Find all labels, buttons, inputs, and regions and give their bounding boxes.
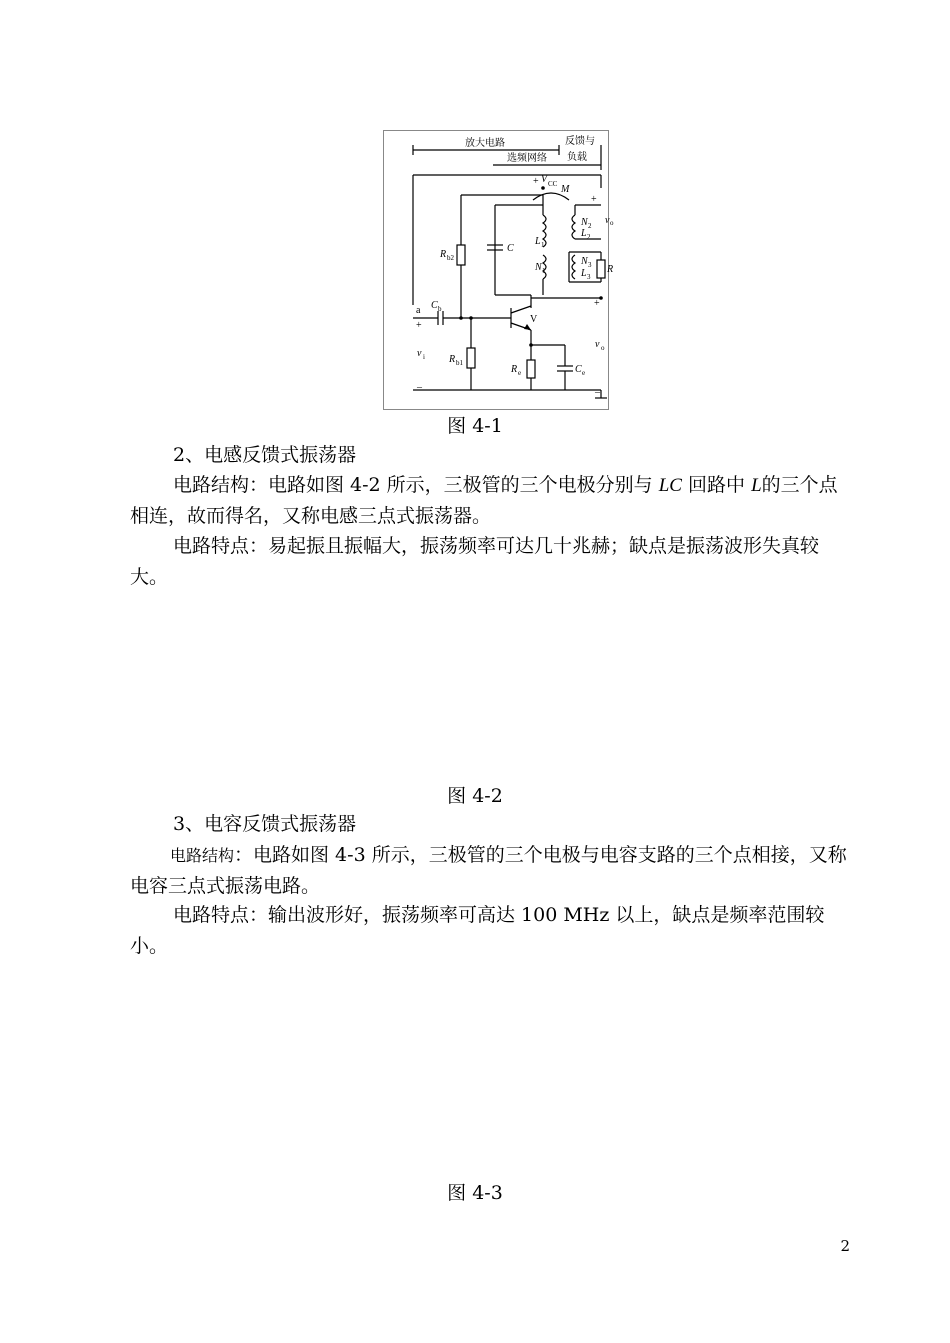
section-3-structure-text: ：电路如图 4-3 所示，三极管的三个电极与电容支路的三个点相接，又称电容三点式振荡电路。 — [130, 844, 847, 897]
label-ce-sub: e — [582, 369, 586, 377]
label-rb1-sub: b1 — [456, 359, 463, 367]
label-amplifier: 放大电路 — [465, 138, 505, 149]
label-minus-in: – — [417, 382, 422, 393]
label-vcc: V — [541, 174, 548, 185]
label-vcc-sub: CC — [548, 180, 558, 188]
label-l2: L — [581, 228, 587, 239]
label-n3: N — [581, 256, 588, 267]
label-plus-in: + — [416, 320, 422, 331]
section-2-heading: 2、电感反馈式振荡器 — [173, 444, 357, 466]
label-select-net: 选频网络 — [507, 153, 547, 164]
label-n2-sub: 2 — [588, 222, 592, 230]
label-l1-sub: 1 — [541, 241, 545, 249]
label-re: R — [511, 364, 518, 375]
section-3-heading: 3、电容反馈式振荡器 — [173, 813, 357, 835]
section-2-features: 电路特点：易起振且振幅大，振荡频率可达几十兆赫；缺点是振荡波形失真较大。 — [130, 535, 820, 588]
section-2-structure-mid: 回路中 — [681, 474, 752, 496]
label-vo-top-sub: o — [610, 219, 614, 227]
section-2-structure-pre: 电路结构：电路如图 4-2 所示，三极管的三个电极分别与 — [173, 474, 659, 496]
section-3-features: 电路特点：输出波形好，振荡频率可高达 100 MHz 以上，缺点是频率范围较小。 — [130, 904, 825, 957]
figure-4-1-caption: 图 4-1 — [447, 415, 503, 437]
label-n1: N — [535, 262, 542, 273]
label-l3-sub: 3 — [587, 273, 591, 281]
figure-4-2-caption: 图 4-2 — [447, 785, 503, 807]
label-re-sub: e — [518, 369, 522, 377]
page-number: 2 — [840, 1237, 850, 1255]
label-cb: C — [431, 300, 438, 311]
label-l1: L — [535, 236, 541, 247]
label-c: C — [507, 243, 514, 254]
label-rl: R — [607, 264, 614, 275]
label-vo-bottom-sub: o — [601, 344, 605, 352]
label-ce: C — [575, 364, 582, 375]
label-v-transistor: V — [530, 314, 538, 325]
label-a: a — [416, 305, 421, 316]
label-feedback-load-2: 负载 — [567, 152, 587, 163]
label-plus-out: + — [594, 298, 600, 309]
label-rb1: R — [449, 354, 456, 365]
circuit-diagram — [383, 130, 614, 410]
label-m: M — [561, 184, 570, 195]
section-3-structure — [130, 840, 850, 902]
label-feedback-load-1: 反馈与 — [565, 136, 595, 147]
label-vo-top: v — [605, 215, 610, 226]
label-l2-sub: 2 — [587, 233, 591, 241]
label-vo-bottom: v — [595, 339, 600, 350]
section-3-structure-label: 电路结构 — [170, 846, 235, 865]
label-l3: L — [581, 268, 587, 279]
section-2-structure — [130, 470, 850, 532]
figure-4-1-circuit — [383, 130, 614, 410]
label-n2: N — [581, 217, 588, 228]
label-vi: v — [417, 348, 422, 359]
section-2-structure-post: 的三个点相连，故而得名，又称电感三点式振荡器。 — [130, 474, 838, 527]
label-minus-out: – — [595, 387, 600, 398]
label-n1-sub: 1 — [542, 267, 546, 275]
label-vi-sub: i — [423, 353, 425, 361]
label-cb-sub: b — [438, 305, 442, 313]
label-plus-top-right: + — [591, 194, 597, 205]
section-2-lc: LC — [658, 475, 682, 496]
label-n3-sub: 3 — [588, 261, 592, 269]
label-rb2: R — [440, 249, 447, 260]
figure-4-3-caption: 图 4-3 — [447, 1182, 503, 1204]
label-rb2-sub: b2 — [447, 254, 454, 262]
label-vcc-plus: + — [533, 176, 539, 187]
section-2-l: L — [751, 475, 762, 496]
